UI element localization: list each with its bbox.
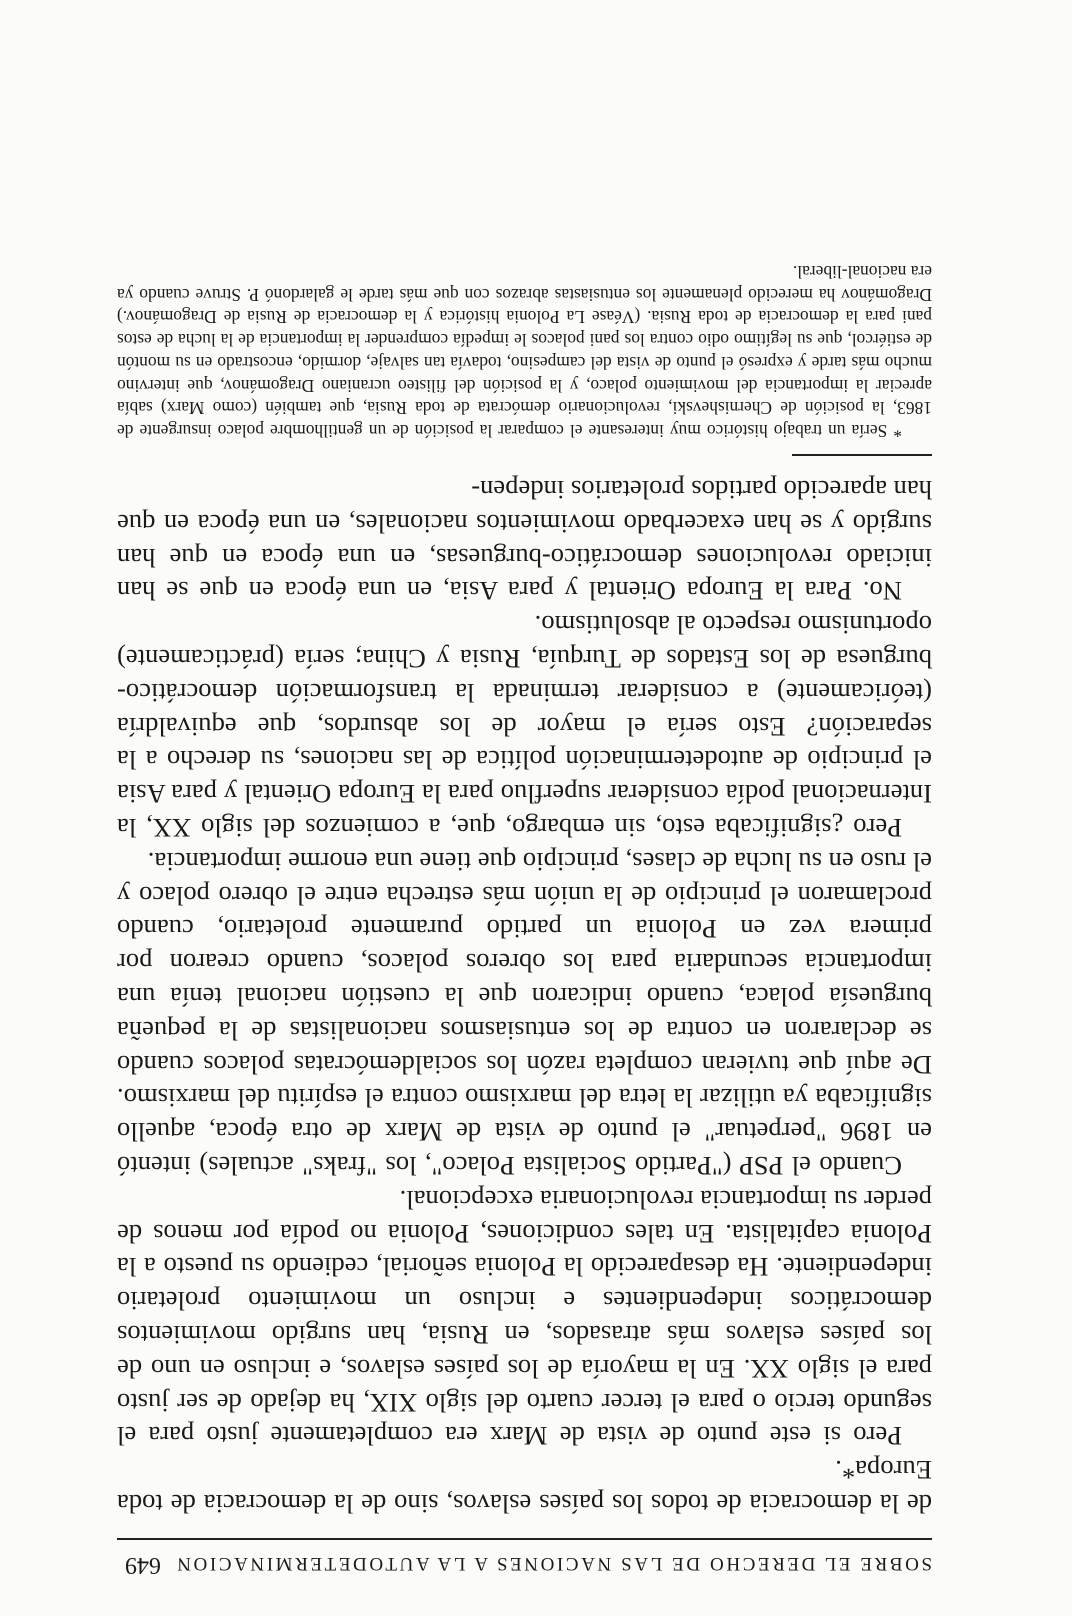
paragraph: de la democracia de todos los países eslavos, sino de la democracia de toda Europa*. [117,1455,932,1519]
footnote: * Sería un trabajo histórico muy interesante el comparar la posición de un gentilhombre polaco insurgente de 1863, la posición de Chernishevski, revolucionario demócrata de toda Rusia, que también (como Marx) sabía apreciar la importancia del movimiento polaco, y la posición del filisteo ucraniano Dragománov, que intervino mucho más tarde y expresó el punto de vista del campesino, todavía tan salvaje, dormido, encostrado en su montón de estiércol, que su legítimo odio contra los pani polacos le impedía comprender la importancia de la lucha de estos pani para la democracia de toda Rusia. (Véase La Polonia histórica y la democracia de Rusia de Dragománov.) Dragománov ha merecido plenamente los entusiastas abrazos con que más tarde le galardonó P. Struve cuando ya era nacional-liberal. [117,261,932,442]
main-text [117,260,932,1520]
paragraph: No. Para la Europa Oriental y para Asia, en una época en que se han iniciado revoluciones democrático-burguesas, en una época en que han surgido y se han exacerbado movimientos nacionales, en una época en que han aparecido partidos proletarios indepen- [117,475,932,607]
footnote-separator [792,454,932,456]
page-number: 649 [125,1552,161,1578]
paragraph: Cuando el PSP ("Partido Socialista Polaco", los "fraks" actuales) intentó en 1896 "perpetuar" el punto de vista de Marx de otra época, aquello significaba ya utilizar la letra del marxismo contra el espíritu del marxismo. De aquí que tuvieran completa razón los socialdemócratas polacos cuando se declararon en contra de los entusiasmos nacionalistas de la pequeña burguesía polaca, cuando indicaron que la cuestión nacional tenía una importancia secundaria para los obreros polacos, cuando crearon por primera vez en Polonia un partido puramente proletario, cuando proclamaron el principio de la unión más estrecha entre el obrero polaco y el ruso en su lucha de clases, principio que tiene una enorme importancia. [117,846,932,1182]
header-title: SOBRE EL DERECHO DE LAS NACIONES A LA AUTODETERMINACION [174,1553,932,1574]
running-header [117,1538,932,1580]
paragraph: Pero ¿significaba esto, sin embargo, que, a comienzos del siglo XX, la Internacional podía considerar superfluo para la Europa Oriental y para Asia el principio de autodeterminación política de las naciones, su derecho a la separación? Esto sería el mayor de los absurdos, que equivaldría (teóricamente) a considerar terminada la transformación democrático-burguesa de los Estados de Turquía, Rusia y China; sería (prácticamente) oportunismo respecto al absolutismo. [117,610,932,844]
paragraph: Pero si este punto de vista de Marx era completamente justo para el segundo tercio o para el tercer cuarto del siglo XIX, ha dejado de ser justo para el siglo XX. En la mayoría de los países eslavos, e incluso en uno de los países eslavos más atrasados, en Rusia, han surgido movimientos democráticos independientes e incluso un movimiento proletario independiente. Ha desaparecido la Polonia señorial, cediendo su puesto a la Polonia capitalista. En tales condiciones, Polonia no podía por menos de perder su importancia revolucionaria excepcional. [117,1184,932,1452]
